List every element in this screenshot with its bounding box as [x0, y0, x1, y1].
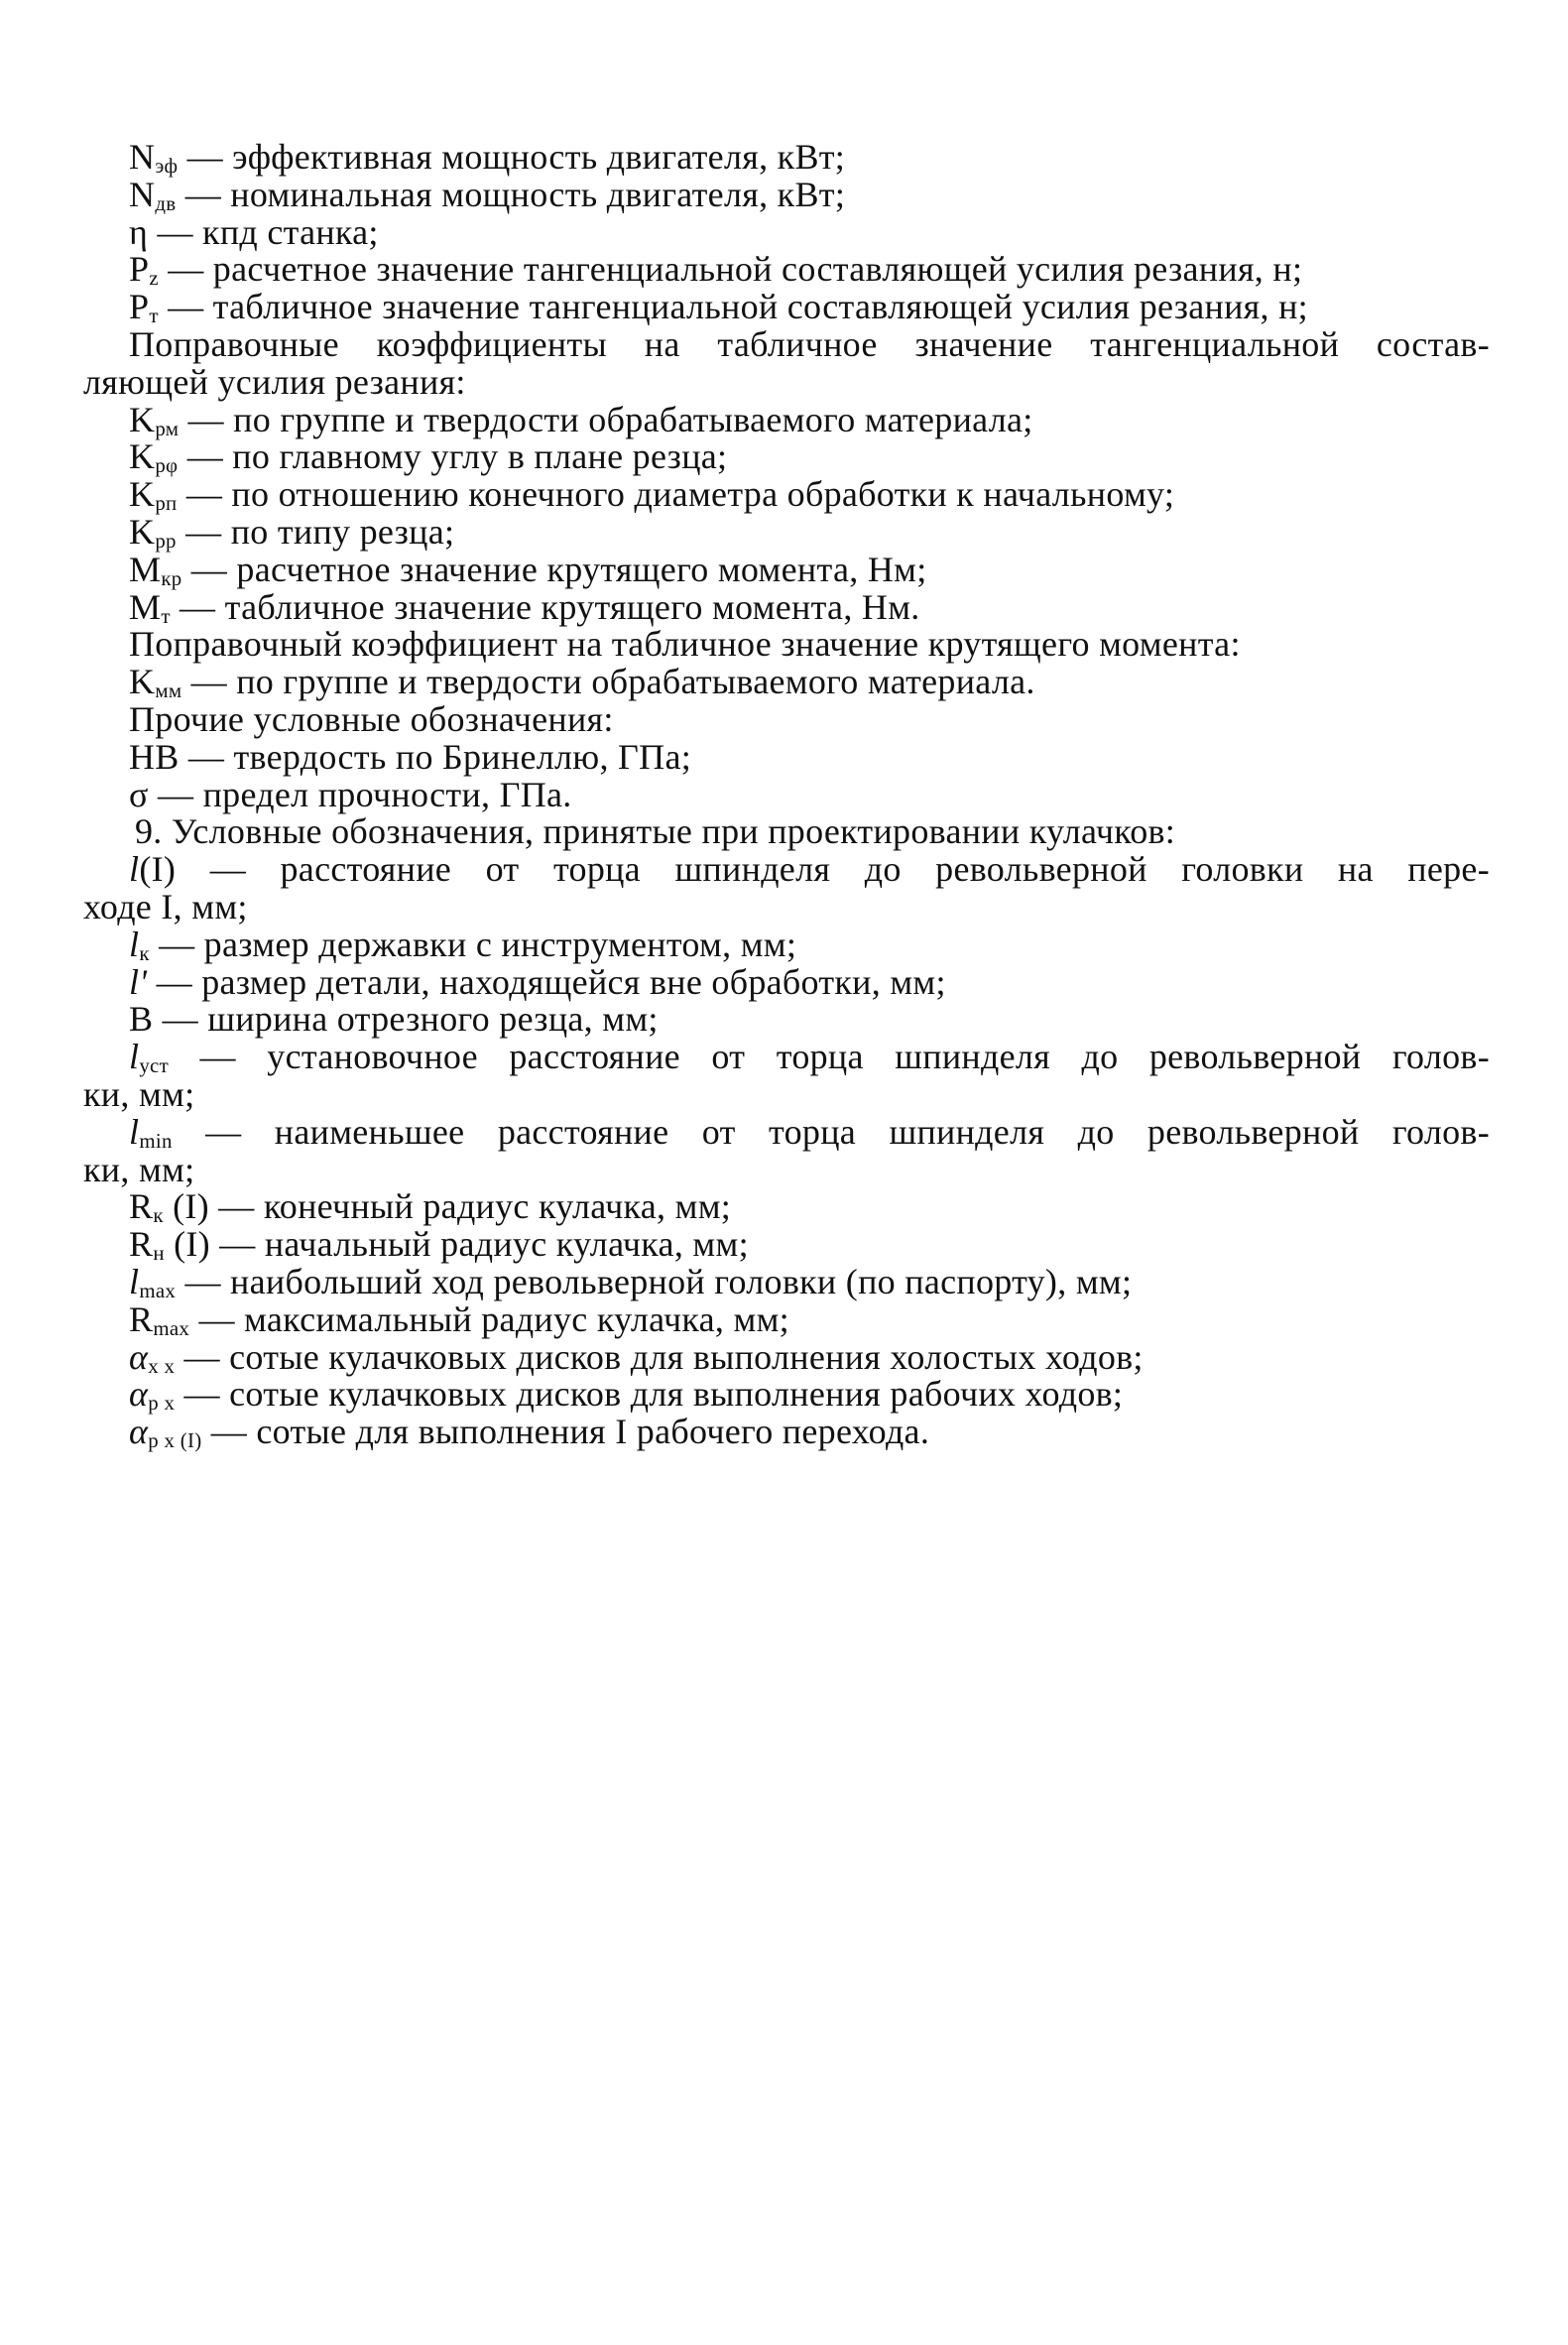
symbol-subscript: дв	[155, 190, 177, 215]
continuation-line	[83, 1149, 1490, 1189]
symbol: l	[129, 849, 140, 890]
continuation-text: ки, мм;	[83, 1073, 195, 1114]
notation-line	[121, 664, 1490, 701]
definition: — сотые кулачковых дисков для выполнения холостых ходов;	[175, 1336, 1144, 1377]
definition: — табличное значение тангенциальной составляющей усилия резания, н;	[158, 287, 1308, 327]
notation-line	[121, 476, 1490, 514]
symbol: K	[129, 399, 156, 439]
symbol-subscript: н	[153, 1241, 165, 1266]
definition: — наибольший ход револьверной головки (по паспорту), мм;	[176, 1261, 1133, 1301]
symbol-subscript: р х	[148, 1391, 176, 1416]
symbol-subscript: рφ	[155, 453, 179, 478]
definition: — эффективная мощность двигателя, кВт;	[178, 137, 846, 177]
paragraph-line	[83, 361, 1490, 402]
definition: — размер державки с инструментом, мм;	[149, 924, 797, 964]
notation-line	[121, 251, 1490, 289]
paragraph-text: B — ширина отрезного резца, мм;	[129, 999, 659, 1040]
symbol-subscript: рр	[155, 528, 177, 553]
symbol-subscript: кр	[161, 565, 182, 590]
symbol-subscript: max	[139, 1278, 177, 1302]
notation-line	[121, 1414, 1490, 1451]
notation-line	[121, 586, 1490, 628]
paragraph-text: Поправочные коэффициенты на табличное значение тангенциальной состав-	[129, 323, 1490, 364]
symbol: K	[129, 436, 156, 477]
notation-list	[83, 137, 1490, 1453]
paragraph-text: σ — предел прочности, ГПа.	[129, 774, 572, 814]
symbol: N	[129, 174, 156, 214]
definition: — наименьшее расстояние от торца шпинделя до револьверной голов-	[172, 1111, 1490, 1152]
notation-line	[121, 1111, 1490, 1153]
definition: — по отношению конечного диаметра обработки к начальному;	[177, 474, 1175, 515]
notation-line	[121, 549, 1490, 590]
symbol: α	[129, 1412, 149, 1452]
definition: (I) — начальный радиус кулачка, мм;	[164, 1224, 749, 1265]
definition: — по типу резца;	[176, 511, 455, 552]
definition: — номинальная мощность двигателя, кВт;	[176, 174, 846, 214]
symbol: P	[129, 287, 150, 327]
definition: — сотые для выполнения I рабочего перехода.	[201, 1412, 930, 1452]
continuation-text: ходе I, мм;	[83, 886, 248, 926]
continuation-text: ки, мм;	[83, 1149, 195, 1189]
symbol-subscript: х х	[148, 1353, 176, 1378]
section-heading	[121, 813, 1490, 851]
paragraph-line	[121, 698, 1490, 739]
symbol-subscript: т	[161, 603, 171, 628]
definition: — максимальный радиус кулачка, мм;	[189, 1298, 789, 1339]
definition: (I) — конечный радиус кулачка, мм;	[163, 1186, 732, 1227]
definition: (I) — расстояние от торца шпинделя до револьверной головки на пере-	[139, 849, 1490, 890]
symbol-subscript: эф	[155, 154, 179, 178]
section-heading-text: 9. Условные обозначения, принятые при проектировании кулачков:	[135, 811, 1176, 852]
paragraph-text: Поправочный коэффициент на табличное значение крутящего момента:	[129, 624, 1241, 665]
symbol: R	[129, 1224, 154, 1265]
paragraph-text: ляющей усилия резания:	[83, 361, 466, 402]
symbol-subscript: т	[149, 304, 159, 328]
symbol: α	[129, 1374, 149, 1415]
notation-line	[121, 289, 1490, 326]
symbol: K	[129, 474, 156, 515]
symbol-subscript: к	[139, 940, 150, 965]
symbol: M	[129, 549, 162, 589]
definition: — табличное значение крутящего момента, Нм.	[170, 586, 920, 627]
symbol-subscript: мм	[155, 679, 182, 703]
symbol-subscript: z	[149, 266, 159, 291]
notation-line	[121, 926, 1490, 964]
notation-line	[121, 1039, 1490, 1076]
paragraph-line	[121, 323, 1490, 364]
symbol: l	[129, 1037, 140, 1077]
paragraph-line	[121, 1001, 1490, 1039]
paragraph-text: HB — твердость по Бринеллю, ГПа;	[129, 736, 692, 777]
symbol: R	[129, 1298, 154, 1339]
symbol: N	[129, 137, 156, 177]
notation-line	[121, 1298, 1490, 1340]
symbol-subscript: р х (I)	[148, 1428, 202, 1453]
symbol-subscript: к	[153, 1203, 164, 1228]
notation-line	[121, 1376, 1490, 1414]
symbol: l	[129, 1261, 140, 1301]
notation-line	[121, 1226, 1490, 1264]
definition: — по главному углу в плане резца;	[178, 436, 728, 477]
symbol: P	[129, 249, 150, 290]
definition: — сотые кулачковых дисков для выполнения рабочих ходов;	[175, 1374, 1124, 1415]
definition: — размер детали, находящейся вне обработки, мм;	[147, 961, 946, 1002]
notation-line	[121, 139, 1490, 177]
definition: — кпд станка;	[148, 211, 379, 252]
notation-line	[121, 1336, 1490, 1378]
paragraph-text: Прочие условные обозначения:	[129, 698, 614, 739]
notation-line	[121, 1188, 1490, 1226]
notation-line	[121, 438, 1490, 476]
continuation-line	[83, 886, 1490, 926]
symbol: K	[129, 511, 156, 552]
notation-line	[121, 851, 1490, 889]
notation-line	[121, 511, 1490, 553]
symbol: l	[129, 1111, 140, 1152]
symbol: R	[129, 1186, 154, 1227]
notation-line	[121, 1261, 1490, 1302]
paragraph-line	[121, 736, 1490, 777]
definition: — установочное расстояние от торца шпинделя до револьверной голов-	[169, 1037, 1490, 1077]
definition: — по группе и твердости обрабатываемого материала;	[179, 399, 1033, 439]
paragraph-line	[121, 774, 1490, 814]
symbol-subscript: min	[139, 1128, 173, 1153]
symbol: K	[129, 662, 156, 702]
continuation-line	[83, 1073, 1490, 1114]
paragraph-line	[121, 626, 1490, 664]
notation-line	[121, 399, 1490, 440]
definition: — расчетное значение крутящего момента, Нм;	[181, 549, 927, 589]
symbol-subscript: рм	[155, 416, 180, 440]
symbol: M	[129, 586, 162, 627]
symbol-subscript: уст	[139, 1053, 170, 1078]
symbol: α	[129, 1336, 149, 1377]
notation-line	[121, 961, 1490, 1002]
definition: — расчетное значение тангенциальной составляющей усилия резания, н;	[158, 249, 1303, 290]
symbol: l	[129, 924, 140, 964]
notation-line	[121, 211, 1490, 252]
symbol-subscript: рп	[155, 491, 178, 516]
symbol: l'	[129, 961, 148, 1002]
symbol-subscript: max	[153, 1315, 190, 1340]
notation-line	[121, 174, 1490, 215]
symbol: η	[129, 211, 149, 252]
definition: — по группе и твердости обрабатываемого материала.	[181, 662, 1035, 702]
